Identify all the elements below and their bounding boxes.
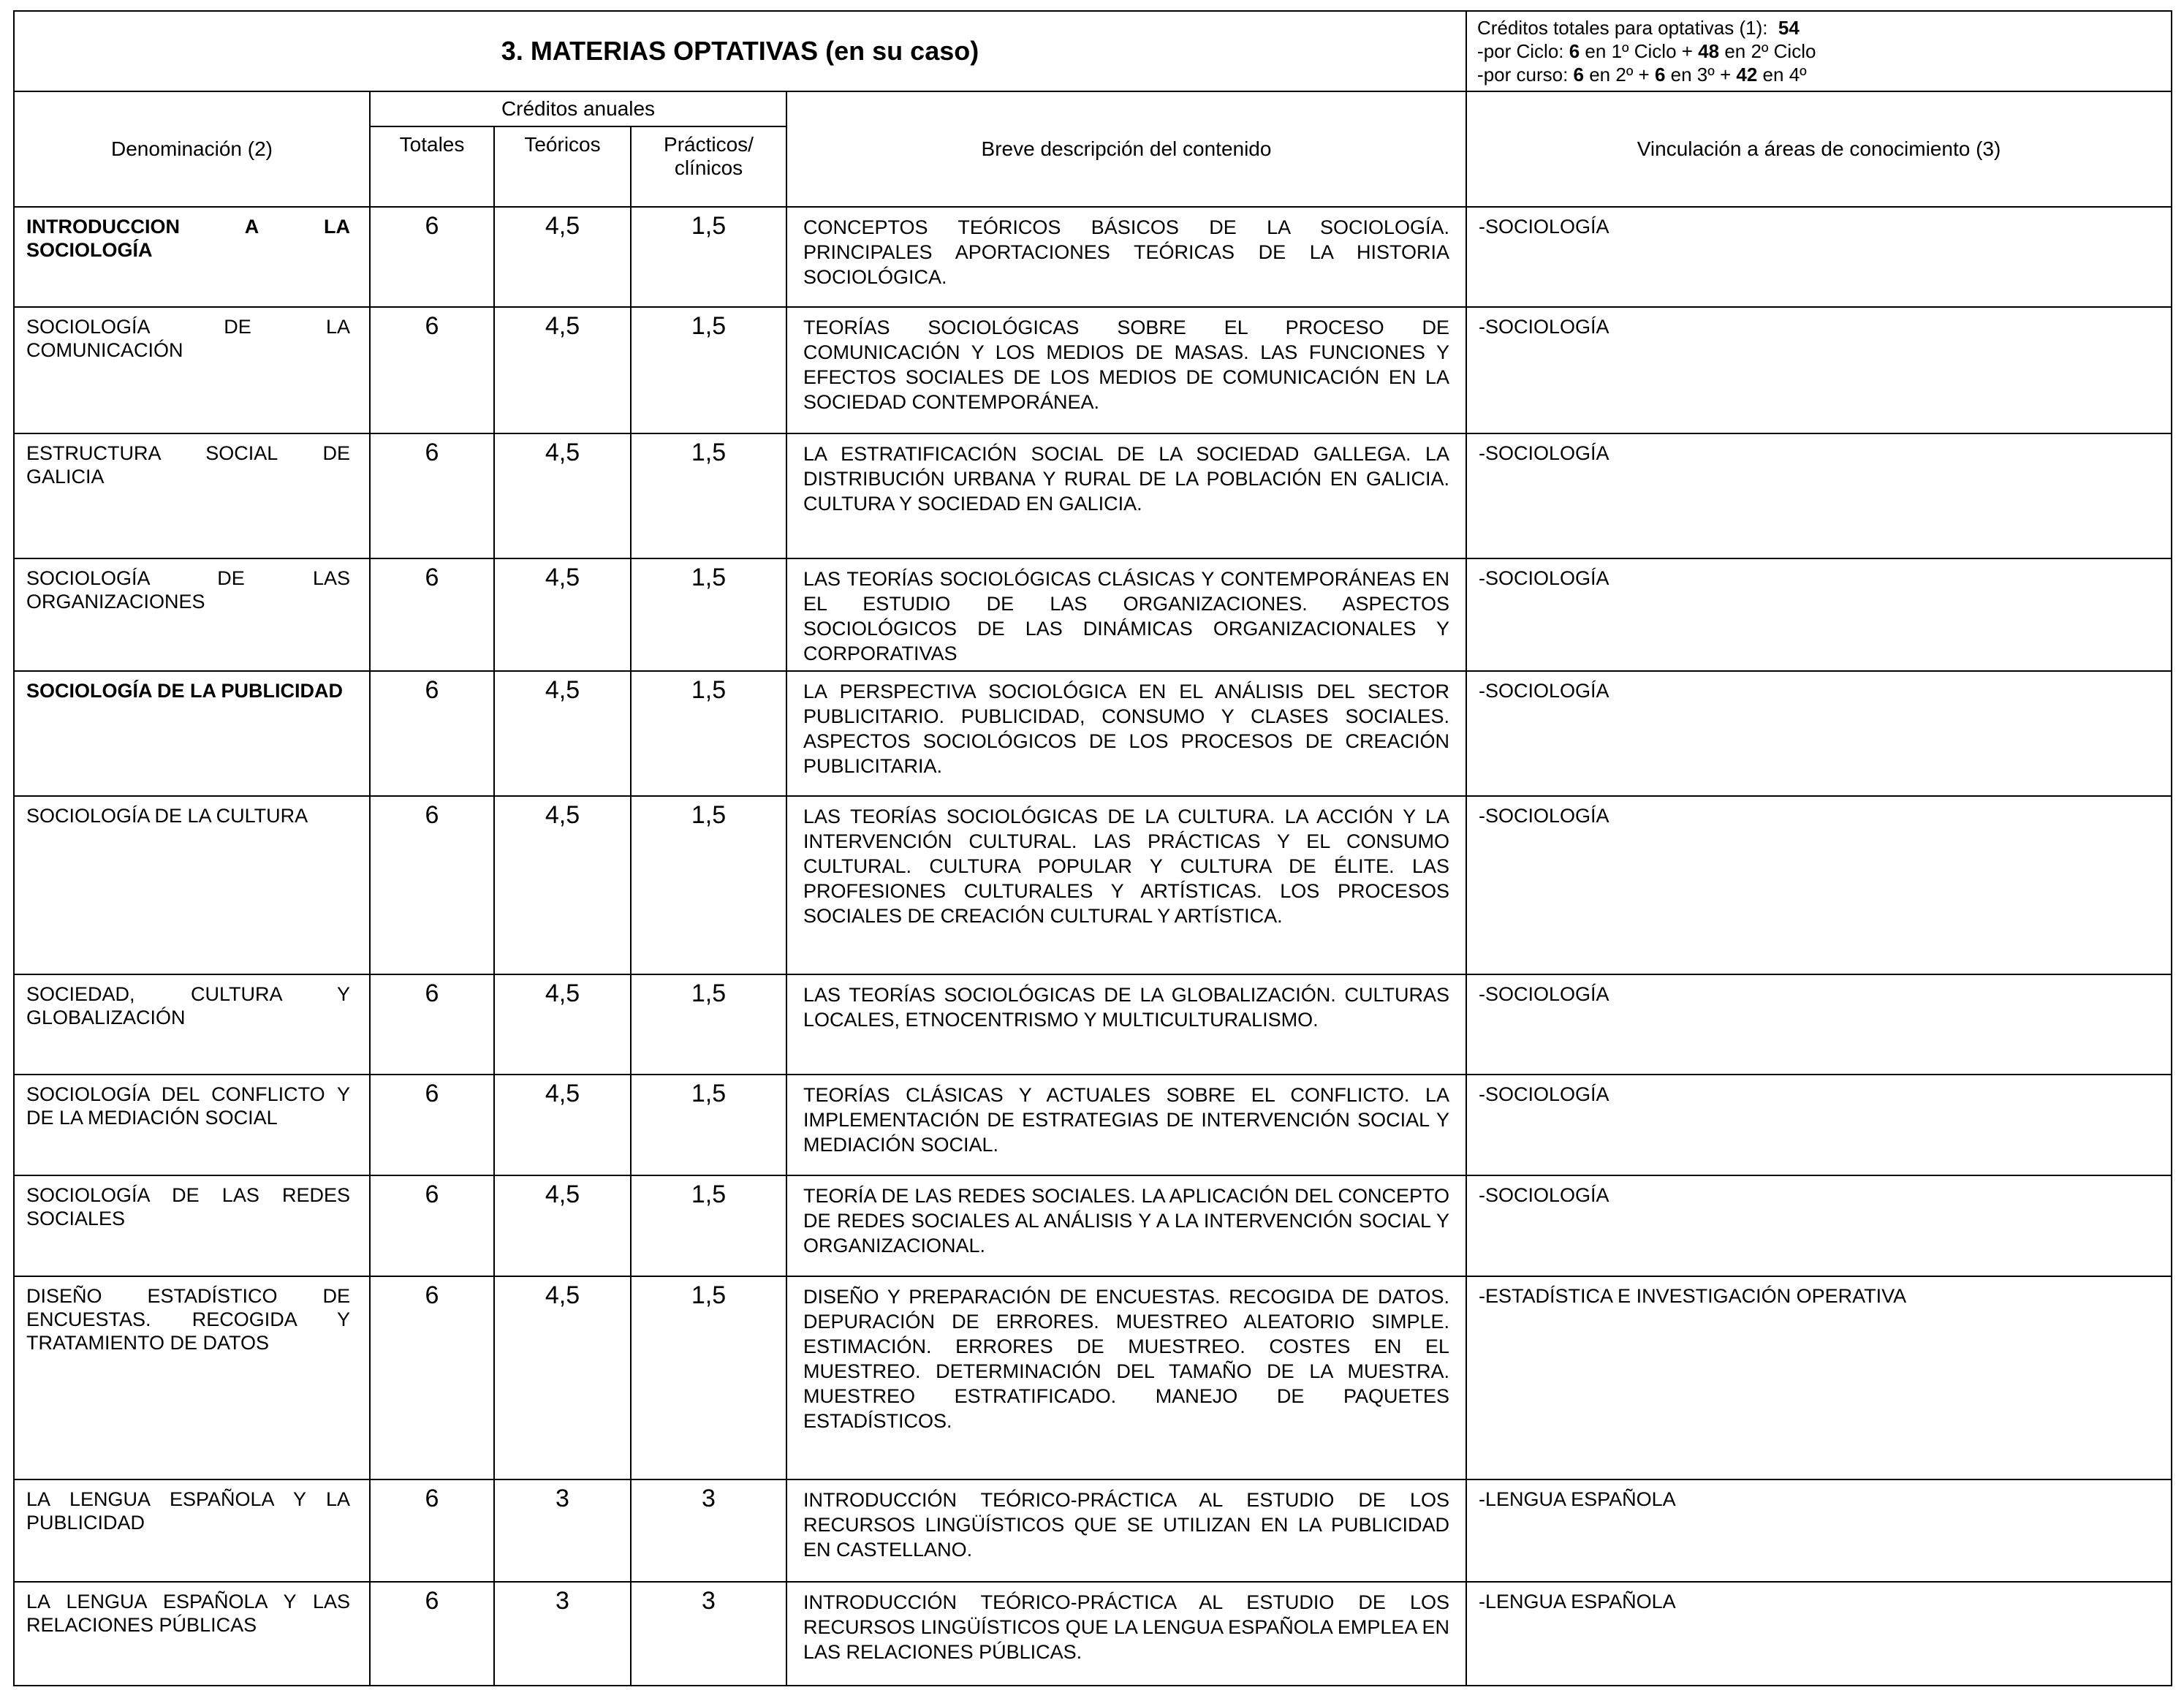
section-title: 3. MATERIAS OPTATIVAS (en su caso) <box>14 11 1466 91</box>
subject-description: LA ESTRATIFICACIÓN SOCIAL DE LA SOCIEDAD GALLEGA. LA DISTRIBUCIÓN URBANA Y RURAL DE LA POBLACIÓN EN GALICIA. CULTURA Y SOCIEDAD EN GALICIA. <box>786 433 1466 558</box>
knowledge-area: -LENGUA ESPAÑOLA <box>1466 1479 2172 1582</box>
credits-totales: 6 <box>370 558 494 671</box>
knowledge-area: -SOCIOLOGÍA <box>1466 307 2172 433</box>
table-row <box>14 433 2172 558</box>
credits-teoricos: 4,5 <box>494 207 631 307</box>
column-header-row <box>14 91 2172 126</box>
credits-practicos: 3 <box>631 1582 786 1686</box>
por-curso-line: -por curso: 6 en 2º + 6 en 3º + 42 en 4º <box>1477 64 1807 86</box>
table-row <box>14 207 2172 307</box>
table-row <box>14 307 2172 433</box>
credits-practicos: 1,5 <box>631 974 786 1075</box>
credits-teoricos: 4,5 <box>494 433 631 558</box>
credits-totales: 6 <box>370 796 494 974</box>
por-ciclo-line: -por Ciclo: 6 en 1º Ciclo + 48 en 2º Ciclo <box>1477 40 1816 62</box>
credits-totales: 6 <box>370 671 494 796</box>
credits-practicos: 1,5 <box>631 558 786 671</box>
subject-name: SOCIOLOGÍA DEL CONFLICTO Y DE LA MEDIACIÓN SOCIAL <box>14 1075 370 1175</box>
subject-name: LA LENGUA ESPAÑOLA Y LAS RELACIONES PÚBLICAS <box>14 1582 370 1686</box>
subject-description: TEORÍA DE LAS REDES SOCIALES. LA APLICACIÓN DEL CONCEPTO DE REDES SOCIALES AL ANÁLISIS Y A LA INTERVENCIÓN SOCIAL Y ORGANIZACIONAL. <box>786 1175 1466 1276</box>
credits-practicos: 3 <box>631 1479 786 1582</box>
header-vinculacion: Vinculación a áreas de conocimiento (3) <box>1466 91 2172 207</box>
header-denominacion: Denominación (2) <box>14 91 370 207</box>
credits-teoricos: 4,5 <box>494 1075 631 1175</box>
subject-description: INTRODUCCIÓN TEÓRICO-PRÁCTICA AL ESTUDIO DE LOS RECURSOS LINGÜÍSTICOS QUE LA LENGUA ESPAÑOLA EMPLEA EN LAS RELACIONES PÚBLICAS. <box>786 1582 1466 1686</box>
credits-teoricos: 4,5 <box>494 796 631 974</box>
credits-practicos: 1,5 <box>631 796 786 974</box>
credits-teoricos: 4,5 <box>494 671 631 796</box>
knowledge-area: -ESTADÍSTICA E INVESTIGACIÓN OPERATIVA <box>1466 1276 2172 1479</box>
table-row <box>14 1075 2172 1175</box>
header-totales: Totales <box>370 126 494 207</box>
credits-totales: 6 <box>370 1075 494 1175</box>
subject-name: SOCIOLOGÍA DE LA COMUNICACIÓN <box>14 307 370 433</box>
header-practicos: Prácticos/ clínicos <box>631 126 786 207</box>
subject-name: SOCIOLOGÍA DE LAS ORGANIZACIONES <box>14 558 370 671</box>
credits-totales: 6 <box>370 207 494 307</box>
subject-description: INTRODUCCIÓN TEÓRICO-PRÁCTICA AL ESTUDIO DE LOS RECURSOS LINGÜÍSTICOS QUE SE UTILIZAN EN LA PUBLICIDAD EN CASTELLANO. <box>786 1479 1466 1582</box>
credits-totales: 6 <box>370 1582 494 1686</box>
subject-name: ESTRUCTURA SOCIAL DE GALICIA <box>14 433 370 558</box>
knowledge-area: -SOCIOLOGÍA <box>1466 207 2172 307</box>
subject-description: TEORÍAS CLÁSICAS Y ACTUALES SOBRE EL CONFLICTO. LA IMPLEMENTACIÓN DE ESTRATEGIAS DE INTERVENCIÓN SOCIAL Y MEDIACIÓN SOCIAL. <box>786 1075 1466 1175</box>
credits-teoricos: 3 <box>494 1479 631 1582</box>
credits-total-value: 54 <box>1778 17 1800 39</box>
knowledge-area: -SOCIOLOGÍA <box>1466 796 2172 974</box>
subject-name: INTRODUCCION A LA SOCIOLOGÍA <box>14 207 370 307</box>
table-row <box>14 1276 2172 1479</box>
table-row <box>14 671 2172 796</box>
table-row <box>14 1582 2172 1686</box>
credits-totales: 6 <box>370 433 494 558</box>
header-teoricos: Teóricos <box>494 126 631 207</box>
subject-name: LA LENGUA ESPAÑOLA Y LA PUBLICIDAD <box>14 1479 370 1582</box>
credits-totales: 6 <box>370 1276 494 1479</box>
subject-description: CONCEPTOS TEÓRICOS BÁSICOS DE LA SOCIOLOGÍA. PRINCIPALES APORTACIONES TEÓRICAS DE LA HISTORIA SOCIOLÓGICA. <box>786 207 1466 307</box>
credits-practicos: 1,5 <box>631 1276 786 1479</box>
credits-totales: 6 <box>370 974 494 1075</box>
credits-teoricos: 4,5 <box>494 974 631 1075</box>
table-row <box>14 796 2172 974</box>
credits-teoricos: 4,5 <box>494 558 631 671</box>
materias-optativas-table <box>13 10 2172 1686</box>
credits-totales: 6 <box>370 307 494 433</box>
knowledge-area: -SOCIOLOGÍA <box>1466 1075 2172 1175</box>
credits-teoricos: 4,5 <box>494 307 631 433</box>
knowledge-area: -SOCIOLOGÍA <box>1466 974 2172 1075</box>
credits-practicos: 1,5 <box>631 1075 786 1175</box>
subject-name: DISEÑO ESTADÍSTICO DE ENCUESTAS. RECOGIDA Y TRATAMIENTO DE DATOS <box>14 1276 370 1479</box>
subject-name: SOCIOLOGÍA DE LA CULTURA <box>14 796 370 974</box>
credits-total-label: Créditos totales para optativas (1): <box>1477 17 1768 39</box>
credits-practicos: 1,5 <box>631 671 786 796</box>
subject-description: LAS TEORÍAS SOCIOLÓGICAS DE LA CULTURA. LA ACCIÓN Y LA INTERVENCIÓN CULTURAL. LAS PRÁCTICAS Y EL CONSUMO CULTURAL. CULTURA POPULAR Y CULTURA DE ÉLITE. LAS PROFESIONES CULTURALES Y ARTÍSTICAS. LOS PROCESOS SOCIALES DE CREACIÓN CULTURAL Y ARTÍSTICA. <box>786 796 1466 974</box>
subject-description: LA PERSPECTIVA SOCIOLÓGICA EN EL ANÁLISIS DEL SECTOR PUBLICITARIO. PUBLICIDAD, CONSUMO Y CLASES SOCIALES. ASPECTOS SOCIOLÓGICOS DE LOS PROCESOS DE CREACIÓN PUBLICITARIA. <box>786 671 1466 796</box>
credits-teoricos: 4,5 <box>494 1276 631 1479</box>
document-page <box>13 10 2171 1684</box>
header-descripcion: Breve descripción del contenido <box>786 91 1466 207</box>
table-row <box>14 974 2172 1075</box>
table-row <box>14 1175 2172 1276</box>
credits-practicos: 1,5 <box>631 1175 786 1276</box>
credits-practicos: 1,5 <box>631 307 786 433</box>
table-row <box>14 558 2172 671</box>
subject-description: LAS TEORÍAS SOCIOLÓGICAS CLÁSICAS Y CONTEMPORÁNEAS EN EL ESTUDIO DE LAS ORGANIZACIONES. ASPECTOS SOCIOLÓGICOS DE LAS DINÁMICAS ORGANIZACIONALES Y CORPORATIVAS <box>786 558 1466 671</box>
credits-summary <box>1466 11 2172 91</box>
subject-name: SOCIEDAD, CULTURA Y GLOBALIZACIÓN <box>14 974 370 1075</box>
subject-description: LAS TEORÍAS SOCIOLÓGICAS DE LA GLOBALIZACIÓN. CULTURAS LOCALES, ETNOCENTRISMO Y MULTICULTURALISMO. <box>786 974 1466 1075</box>
credits-practicos: 1,5 <box>631 207 786 307</box>
header-creditos-anuales: Créditos anuales <box>370 91 786 126</box>
knowledge-area: -SOCIOLOGÍA <box>1466 558 2172 671</box>
subject-description: DISEÑO Y PREPARACIÓN DE ENCUESTAS. RECOGIDA DE DATOS. DEPURACIÓN DE ERRORES. MUESTREO ALEATORIO SIMPLE. ESTIMACIÓN. ERRORES DE MUESTREO. COSTES EN EL MUESTREO. DETERMINACIÓN DEL TAMAÑO DE LA MUESTRA. MUESTREO ESTRATIFICADO. MANEJO DE PAQUETES ESTADÍSTICOS. <box>786 1276 1466 1479</box>
table-row <box>14 1479 2172 1582</box>
subject-name: SOCIOLOGÍA DE LA PUBLICIDAD <box>14 671 370 796</box>
knowledge-area: -SOCIOLOGÍA <box>1466 1175 2172 1276</box>
credits-totales: 6 <box>370 1479 494 1582</box>
knowledge-area: -LENGUA ESPAÑOLA <box>1466 1582 2172 1686</box>
knowledge-area: -SOCIOLOGÍA <box>1466 433 2172 558</box>
title-row <box>14 11 2172 91</box>
subject-name: SOCIOLOGÍA DE LAS REDES SOCIALES <box>14 1175 370 1276</box>
credits-practicos: 1,5 <box>631 433 786 558</box>
subject-description: TEORÍAS SOCIOLÓGICAS SOBRE EL PROCESO DE COMUNICACIÓN Y LOS MEDIOS DE MASAS. LAS FUNCIONES Y EFECTOS SOCIALES DE LOS MEDIOS DE COMUNICACIÓN EN LA SOCIEDAD CONTEMPORÁNEA. <box>786 307 1466 433</box>
credits-teoricos: 4,5 <box>494 1175 631 1276</box>
credits-totales: 6 <box>370 1175 494 1276</box>
credits-teoricos: 3 <box>494 1582 631 1686</box>
credits-total-line <box>1477 16 2161 39</box>
knowledge-area: -SOCIOLOGÍA <box>1466 671 2172 796</box>
